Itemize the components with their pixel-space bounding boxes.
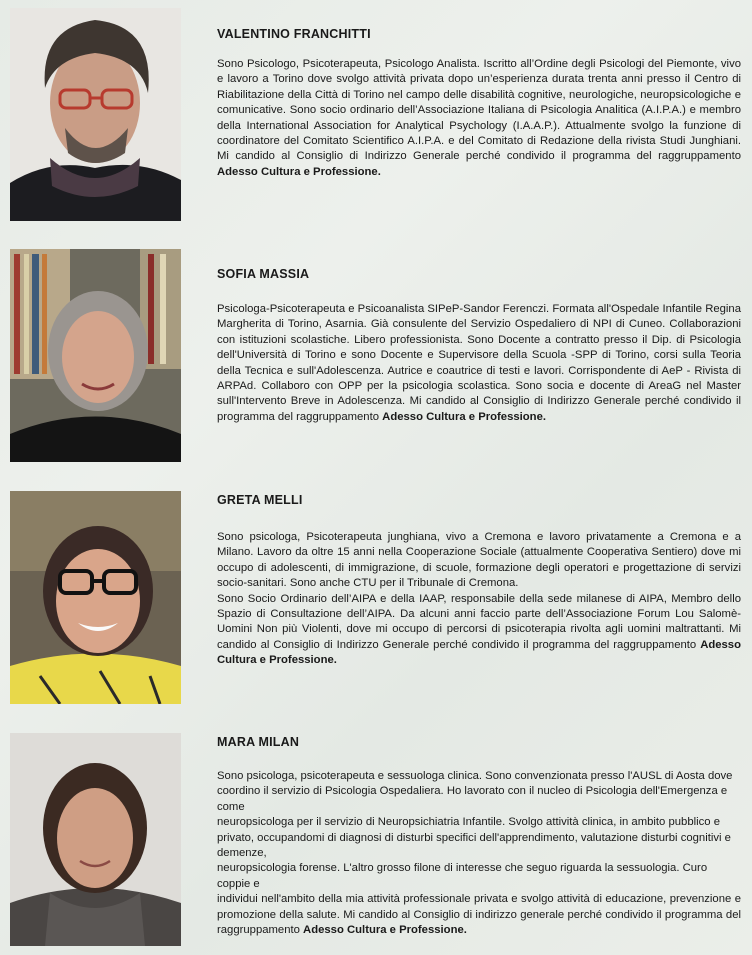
candidate-photo-massia <box>10 249 181 462</box>
bio-bold-tail: Adesso Cultura e Professione. <box>217 638 741 667</box>
candidate-bio <box>217 302 741 425</box>
bio-paragraph: Sono Psicologo, Psicoterapeuta, Psicologo Analista. Iscritto all’Ordine degli Psicologi del Piemonte, vivo e lavoro a Torino dove svolgo attività privata dopo un’esperienza durata trenta anni presso il Centro di Riabilitazione della Città di Torino nel campo delle disabilità cognitive, neurologiche, neuropsicologiche e comunicative. Sono socio ordinario dell’Associazione Italiana di Psicologia Analitica (A.I.P.A.) e membro della International Association for Analytical Psychology (I.A.A.P.). Attualmente svolgo la funzione di coordinatore del Comitato Scientifico A.I.P.A. e del Comitato di Redazione della rivista Studi Junghiani. Mi candido al Consiglio di Indirizzo Generale perché condivido il programma del raggruppamento <box>217 58 741 163</box>
candidate-name: SOFIA MASSIA <box>217 267 310 281</box>
candidate-card-franchitti <box>0 8 752 223</box>
bio-paragraph: neuropsicologia forense. L'altro grosso filone di interesse che seguo riguarda la sessuologia. Curo coppie e <box>217 862 708 890</box>
candidate-card-massia <box>0 249 752 464</box>
bio-paragraph: Sono psicologa, Psicoterapeuta junghiana, vivo a Cremona e lavoro privatamente a Cremona e a Milano. Lavoro da oltre 15 anni nella Cooperazione Sociale (attualmente Cooperativa Sentiero) dove mi occupo di adolescenti, di immigrazione, di scuole, formazione degli operatori e progettazione di servizi socio-sanitari. Sono anche CTU per il Tribunale di Cremona. <box>217 531 741 590</box>
candidate-name: VALENTINO FRANCHITTI <box>217 27 371 41</box>
candidate-bio <box>217 769 741 938</box>
candidate-card-melli <box>0 491 752 706</box>
candidate-bio <box>217 57 741 180</box>
bio-paragraph: individui nell'ambito della mia attività professionale privata e svolgo attività di educazione, prevenzione e promozione della salute. Mi candido al Consiglio di indirizzo generale perché condivido il programma del raggruppamento <box>217 893 741 937</box>
bio-paragraph: Sono Socio Ordinario dell’AIPA e della IAAP, responsabile della sede milanese di AIPA, Membro dello Spazio di Consultazione dell’AIPA. Da alcuni anni faccio parte dell’Associazione Forum Lou Salomè-Uomini Non più Violenti, dove mi occupo di percorsi di psicoterapia rivolta agli uomini maltrattanti. Mi candido al Consiglio di Indirizzo Generale perché condivido il programma del raggruppamento <box>217 592 741 651</box>
candidate-name: GRETA MELLI <box>217 493 303 507</box>
bio-bold-tail: Adesso Cultura e Professione. <box>217 165 381 178</box>
candidate-photo-melli <box>10 491 181 704</box>
candidate-name: MARA MILAN <box>217 735 300 749</box>
bio-bold-tail: Adesso Cultura e Professione. <box>382 410 547 423</box>
bio-bold-tail: Adesso Cultura e Professione. <box>303 924 467 937</box>
candidate-bio <box>217 530 741 669</box>
candidate-photo-franchitti <box>10 8 181 221</box>
bio-paragraph: Psicologa-Psicoterapeuta e Psicoanalista SIPeP-Sandor Ferenczi. Formata all'Ospedale Infantile Regina Margherita di Torino, Asarnia. Già consulente del Servizio Ospedaliero di NPI di Cuneo. Collaborazioni con istituzioni scolastiche. Libero professionista. Sono Docente a contratto presso il Dip. di Psicologia dell'Università di Torino e sono Docente e Supervisore della Scuola -SPP di Torino, corsi sulla Teoria della Tecnica e sull'Adolescenza. Autrice e coautrice di testi e lavori. Corrispondente di AeP - Rivista di ARPAd. Collaboro con OPP per la psicologia scolastica. Sono socia e docente di AreaG nel Master sull'Intervento Breve in Adolescenza. Mi candido al Consiglio di Indirizzo Generale perché condivido il programma del raggruppamento <box>217 303 741 423</box>
bio-paragraph: Sono psicologa, psicoterapeuta e sessuologa clinica. Sono convenzionata presso l'AUSL di Aosta dove coordino il servizio di Psicologia Ospedaliera. Ho lavorato con il nucleo di Psicologia dell'Emergenza e come <box>217 770 733 813</box>
bio-paragraph: neuropsicologa per il servizio di Neuropsichiatria Infantile. Svolgo attività clinica, in ambito pubblico e privato, occupandomi di diagnosi di disturbi specifici dell'apprendimento, valutazione disturbi cognitivi e demenze, <box>217 816 731 860</box>
candidate-photo-milan <box>10 733 181 946</box>
candidate-card-milan <box>0 733 752 948</box>
